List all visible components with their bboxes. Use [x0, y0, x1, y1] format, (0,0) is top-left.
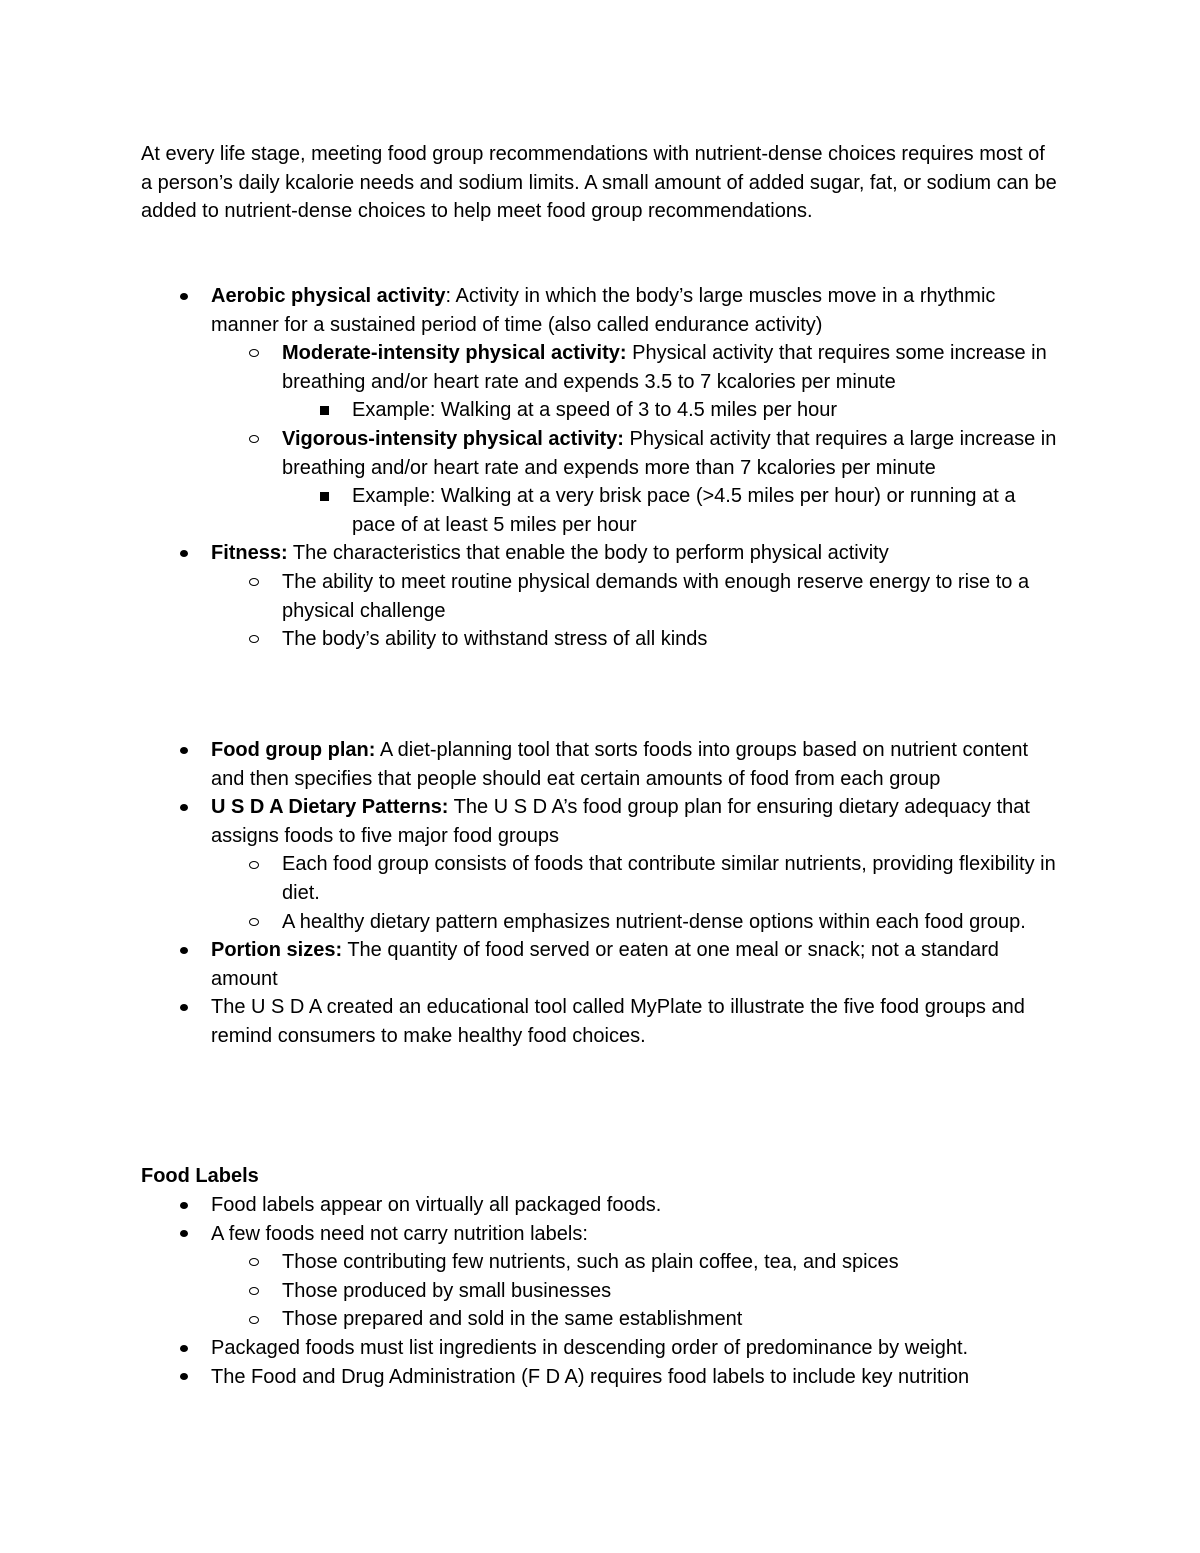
bullet-circle-icon [246, 850, 262, 879]
list-item-usda-sub1 [0, 850, 1062, 907]
bullet-square-icon [316, 396, 332, 425]
definition-moderate: Physical activity that requires some increase in breathing and/or heart rate and expends 3.5 to 7 kcalories per minute [282, 342, 1047, 393]
bullet-circle-icon [246, 425, 262, 454]
example-vigorous: Example: Walking at a very brisk pace (>4.5 miles per hour) or running at a pace of at least 5 miles per hour [352, 485, 1016, 536]
labels-item3-text: Packaged foods must list ingredients in descending order of predominance by weight. [211, 1336, 969, 1359]
labels-item4-text: The Food and Drug Administration (F D A) requires food labels to include key nutrition [211, 1365, 970, 1388]
bullet-circle-icon [246, 568, 262, 597]
list-item-fitness [0, 539, 1061, 568]
activity-list [0, 282, 1200, 654]
bullet-circle-icon [246, 1277, 262, 1306]
bullet-circle-icon [246, 908, 262, 937]
bullet-circle-icon [246, 625, 262, 654]
list-item-fitness-sub1 [0, 568, 1062, 625]
list-item-labels-3 [0, 1334, 1061, 1363]
bullet-dot-icon [176, 282, 192, 311]
list-item-myplate [0, 993, 1061, 1050]
list-item-aerobic [0, 282, 1061, 339]
myplate-text: The U S D A created an educational tool called MyPlate to illustrate the five food groups and remind consumers to make healthy food choices. [211, 996, 1025, 1047]
list-item-labels-2 [0, 1220, 1061, 1249]
bullet-square-icon [316, 482, 332, 511]
food-group-list [0, 736, 1200, 1051]
definition-fitness: The characteristics that enable the body to perform physical activity [287, 542, 889, 565]
list-item-portion [0, 936, 1061, 993]
usda-sub2-text: A healthy dietary pattern emphasizes nutrient-dense options within each food group. [282, 910, 1026, 933]
bullet-dot-icon [176, 1191, 192, 1220]
list-item-labels-sub1 [0, 1248, 1062, 1277]
food-labels-list [0, 1191, 1200, 1391]
bullet-dot-icon [176, 539, 192, 568]
labels-sub3-text: Those prepared and sold in the same establishment [282, 1308, 743, 1331]
list-item-moderate [0, 339, 1062, 396]
usda-sub1-text: Each food group consists of foods that contribute similar nutrients, providing flexibility in diet. [282, 853, 1056, 904]
term-fitness: Fitness: [211, 542, 288, 565]
definition-portion: The quantity of food served or eaten at one meal or snack; not a standard amount [211, 939, 999, 990]
list-item-labels-1 [0, 1191, 1061, 1220]
labels-sub2-text: Those produced by small businesses [282, 1279, 612, 1302]
bullet-dot-icon [176, 1220, 192, 1249]
labels-sub1-text: Those contributing few nutrients, such as plain coffee, tea, and spices [282, 1251, 899, 1274]
term-aerobic: Aerobic physical activity [211, 285, 446, 307]
labels-item1-text: Food labels appear on virtually all packaged foods. [211, 1194, 662, 1216]
bullet-circle-icon [246, 339, 262, 368]
bullet-dot-icon [176, 993, 192, 1022]
section-heading: Food Labels [141, 1165, 259, 1187]
bullet-dot-icon [176, 1363, 192, 1392]
list-item-vigorous [0, 425, 1062, 482]
list-item-labels-sub3 [0, 1305, 1062, 1334]
bullet-circle-icon [246, 1305, 262, 1334]
example-moderate: Example: Walking at a speed of 3 to 4.5 miles per hour [352, 399, 838, 422]
labels-item2-text: A few foods need not carry nutrition labels: [211, 1222, 588, 1245]
list-item-labels-sub2 [0, 1277, 1062, 1306]
list-item-food-group-plan [0, 736, 1061, 793]
definition-food-group-plan: A diet-planning tool that sorts foods into groups based on nutrient content and then specifies that people should eat certain amounts of food from each group [211, 739, 1029, 790]
fitness-sub1-text: The ability to meet routine physical demands with enough reserve energy to rise to a physical challenge [282, 570, 1030, 622]
list-item-fitness-sub2 [0, 625, 1062, 654]
list-item-vigorous-example [0, 482, 1062, 539]
bullet-circle-icon [246, 1248, 262, 1277]
term-food-group-plan: Food group plan: [211, 739, 376, 761]
definition-usda: The U S D A’s food group plan for ensuring dietary adequacy that assigns foods to five major food groups [211, 796, 1030, 847]
definition-vigorous: Physical activity that requires a large increase in breathing and/or heart rate and expends more than 7 kcalories per minute [282, 427, 1057, 479]
list-item-labels-4 [0, 1363, 1061, 1392]
list-item-moderate-example [0, 396, 1062, 425]
bullet-dot-icon [176, 1334, 192, 1363]
definition-aerobic: : Activity in which the body’s large muscles move in a rhythmic manner for a sustained period of time (also called endurance activity) [211, 285, 996, 336]
bullet-dot-icon [176, 736, 192, 765]
term-usda: U S D A Dietary Patterns: [211, 796, 449, 819]
bullet-dot-icon [176, 936, 192, 965]
bullet-dot-icon [176, 793, 192, 822]
term-moderate: Moderate-intensity physical activity: [282, 342, 627, 365]
intro-paragraph: At every life stage, meeting food group recommendations with nutrient-dense choices requires most of a person’s daily kcalorie needs and sodium limits. A small amount of added sugar, fat, or sodium can be added to nutrient-dense choices to help meet food group recommendations. [141, 143, 1057, 223]
list-item-usda [0, 793, 1061, 850]
fitness-sub2-text: The body’s ability to withstand stress of all kinds [282, 628, 708, 651]
term-vigorous: Vigorous-intensity physical activity: [282, 427, 624, 450]
list-item-usda-sub2 [0, 908, 1062, 937]
term-portion: Portion sizes: [211, 939, 343, 962]
